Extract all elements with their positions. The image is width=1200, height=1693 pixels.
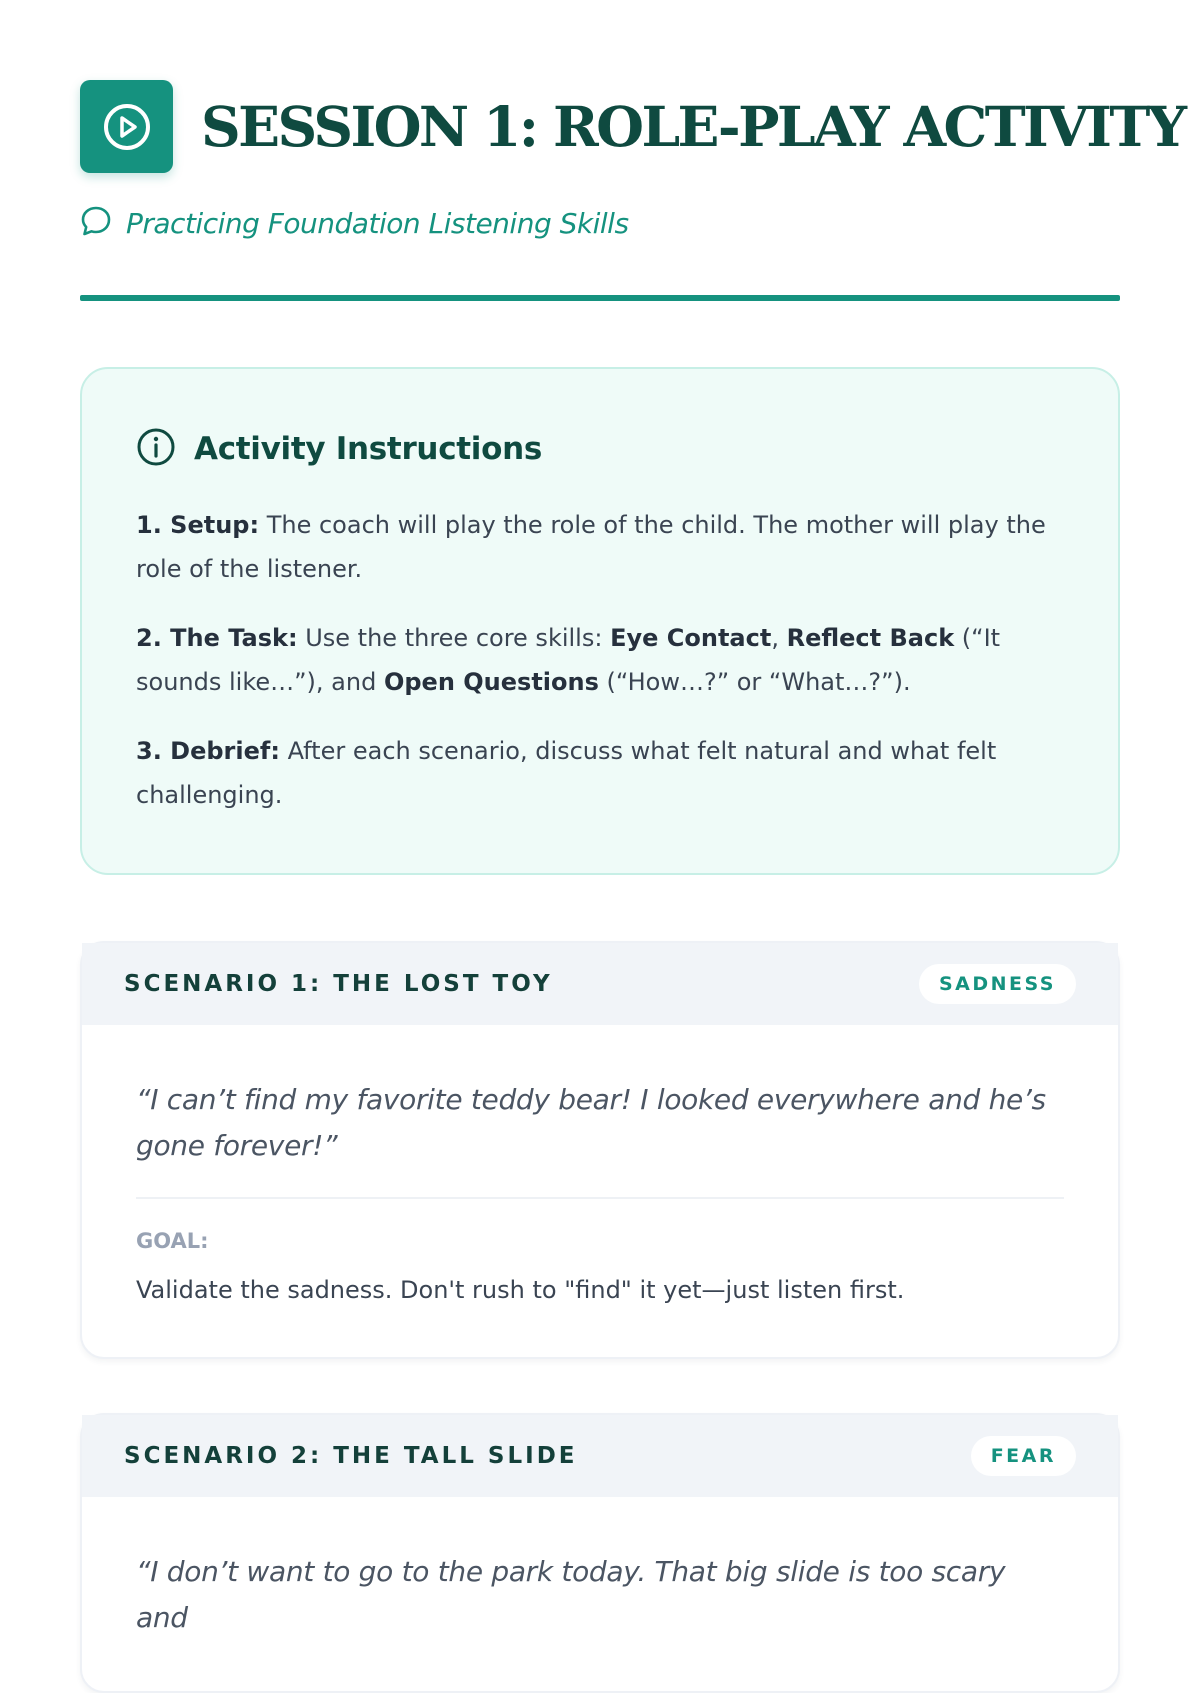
instruction-task bbox=[136, 616, 1064, 704]
play-circle-icon bbox=[80, 80, 173, 173]
page-header bbox=[80, 0, 1185, 173]
instruction-text: Use the three core skills: bbox=[305, 624, 603, 652]
info-circle-icon bbox=[136, 427, 176, 471]
scenario-card-lost-toy bbox=[80, 941, 1120, 1359]
scenario-body bbox=[82, 1497, 1118, 1691]
instruction-setup bbox=[136, 503, 1064, 591]
subtitle-text: Practicing Foundation Listening Skills bbox=[126, 206, 629, 240]
emotion-tag: FEAR bbox=[971, 1436, 1076, 1476]
scenario-title: SCENARIO 2: THE TALL SLIDE bbox=[124, 1443, 578, 1469]
instruction-text: (“How…?” or “What…?”). bbox=[606, 668, 911, 696]
skill-reflect-back: Reflect Back bbox=[786, 624, 955, 652]
instruction-debrief bbox=[136, 729, 1064, 817]
activity-instructions bbox=[80, 367, 1120, 875]
instruction-text: , bbox=[771, 624, 779, 652]
skill-open-questions: Open Questions bbox=[383, 668, 599, 696]
instruction-label: 3. Debrief: bbox=[136, 737, 280, 765]
scenario-divider bbox=[136, 1197, 1064, 1199]
instruction-text: After each scenario, discuss what felt natural and what felt challenging. bbox=[136, 737, 997, 809]
instruction-label: 1. Setup: bbox=[136, 511, 260, 539]
instructions-header bbox=[136, 427, 1064, 471]
instructions-title: Activity Instructions bbox=[194, 431, 543, 467]
scenario-card-tall-slide bbox=[80, 1413, 1120, 1693]
goal-text: Validate the sadness. Don't rush to "find" it yet—just listen first. bbox=[136, 1276, 905, 1304]
instruction-label: 2. The Task: bbox=[136, 624, 298, 652]
scenario-header bbox=[82, 943, 1118, 1025]
page-title: SESSION 1: ROLE-PLAY ACTIVITY bbox=[201, 94, 1185, 159]
emotion-tag: SADNESS bbox=[919, 964, 1076, 1004]
instructions-list bbox=[136, 503, 1064, 817]
page-subtitle bbox=[80, 205, 1120, 241]
chat-bubble-icon bbox=[80, 205, 112, 241]
goal-label: GOAL: bbox=[136, 1229, 209, 1253]
instruction-text: (“It sounds like…”), and bbox=[136, 624, 1001, 696]
instruction-text: The coach will play the role of the child. The mother will play the role of the listener. bbox=[136, 511, 1046, 583]
scenario-title: SCENARIO 1: THE LOST TOY bbox=[124, 971, 553, 997]
scenario-quote: “I don’t want to go to the park today. That big slide is too scary and bbox=[136, 1555, 1006, 1634]
scenario-body bbox=[82, 1025, 1118, 1357]
scenario-header bbox=[82, 1415, 1118, 1497]
header-divider bbox=[80, 295, 1120, 301]
scenario-quote: “I can’t find my favorite teddy bear! I looked everywhere and he’s gone forever!” bbox=[136, 1083, 1046, 1162]
skill-eye-contact: Eye Contact bbox=[610, 624, 772, 652]
